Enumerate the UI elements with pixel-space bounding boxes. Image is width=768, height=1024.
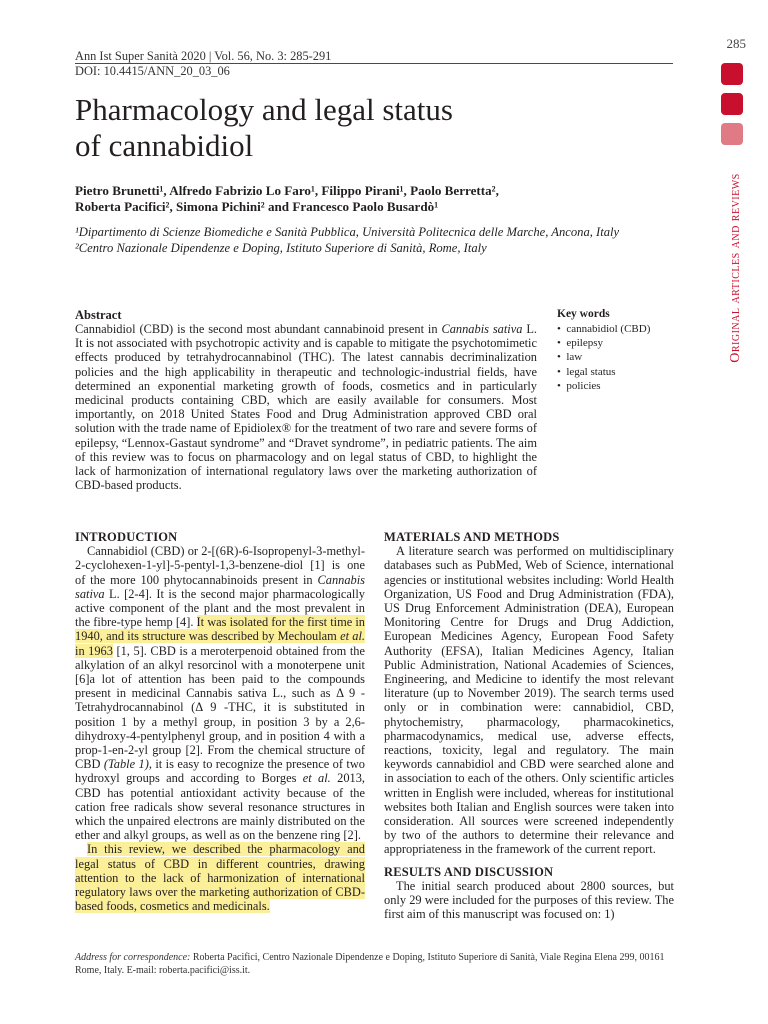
journal-citation: Ann Ist Super Sanità 2020 | Vol. 56, No. 3: 285-291 xyxy=(75,49,332,63)
introduction-paragraph-2 xyxy=(75,842,365,913)
author-list: Pietro Brunetti¹, Alfredo Fabrizio Lo Faro¹, Filippo Pirani¹, Paolo Berretta², Roberta Pacifici², Simona Pichini² and Francesco Paolo Busardò¹ xyxy=(75,183,499,214)
keyword-item: • policies xyxy=(557,379,650,393)
section-tabs xyxy=(721,63,743,153)
results-heading: RESULTS AND DISCUSSION xyxy=(384,864,554,879)
keyword-item: • law xyxy=(557,350,650,364)
keywords-list xyxy=(557,322,650,393)
methods-heading: MATERIALS AND METHODS xyxy=(384,530,560,544)
page-number: 285 xyxy=(726,36,746,51)
methods-section xyxy=(384,530,674,921)
keyword-item: • cannabidiol (CBD) xyxy=(557,322,650,336)
correspondence-footnote: Address for correspondence: Roberta Pacifici, Centro Nazionale Dipendenze e Doping, Istituto Superiore di Sanità, Viale Regina Elena 299, 00161 Rome, Italy. E-mail: roberta.pacifici@iss.it. xyxy=(75,952,665,976)
highlighted-text: In this review, we described the pharmacology and legal status of CBD in different countries, drawing attention to the lack of harmonization of international regulatory laws over the marketing authorization of CBD-based foods, cosmetics and medicinals. xyxy=(75,842,365,914)
introduction-paragraph-1: Cannabidiol (CBD) or 2-[(6R)-6-Isopropenyl-3-methyl-2-cyclohexen-1-yl]-5-pentyl-1,3-benzene-diol [1] is one of the more 100 phytocannabinoids present in Cannabis sativa L. [2-4]. It is the second major pharmacologically active component of the plant and the most prevalent in the fibre-type hemp [4]. It was isolated for the first time in 1940, and its structure was described by Mechoulam et al. in 1963 [1, 5]. CBD is a meroterpenoid obtained from the alkylation of an alkyl resorcinol with a monoterpene unit [6]a lot of attention has been paid to the compounds present in medicinal Cannabis sativa L., such as Δ 9 -Tetrahydrocannabinol (Δ 9 -THC, it is substituted in position 1 by a methyl group, in position 3 by a 2,6-dihydroxy-4-pentylphenyl group, and in position 4 with a prop-1-en-2-yl group [2]. From the chemical structure of CBD (Table 1), it is easy to recognize the presence of two hydroxyl groups and according to Borges et al. 2013, CBD has potential antioxidant activity because of the cation free radicals show several resonance structures in which the unpaired electrons are mainly distributed on the ether and alkyl groups, as well as on the benzene ring [2]. xyxy=(75,544,365,843)
abstract-heading: Abstract xyxy=(75,308,122,322)
section-tab-3 xyxy=(721,123,743,145)
introduction-section xyxy=(75,530,365,913)
article-title: Pharmacology and legal status of cannabidiol xyxy=(75,92,453,163)
doi: DOI: 10.4415/ANN_20_03_06 xyxy=(75,64,230,78)
affiliations: ¹Dipartimento di Scienze Biomediche e Sanità Pubblica, Università Politecnica delle Marche, Ancona, Italy ²Centro Nazionale Dipendenze e Doping, Istituto Superiore di Sanità, Rome, Italy xyxy=(75,225,620,255)
keyword-item: • epilepsy xyxy=(557,336,650,350)
results-paragraph: The initial search produced about 2800 sources, but only 29 were included for the purposes of this review. The first aim of this manuscript was focused on: 1) xyxy=(384,878,674,922)
highlighted-text: It was isolated for the first time in 1940, and its structure was described by Mechoulam et al. in 1963 xyxy=(75,615,365,658)
introduction-heading: INTRODUCTION xyxy=(75,530,178,544)
methods-paragraph: A literature search was performed on multidisciplinary databases such as PubMed, Web of Science, international agencies or institutional websites including: World Health Organization, US Food and Drug Administration (FDA), US Drug Enforcement Administration (DEA), European Monitoring Centre for Drugs and Drug Addiction, European Medicines Agency, European Food Safety Authority (EFSA), Italian Medicines Agency, Italian Public Administration, National Academies of Sciences, Engineering, and Medicine to identify the most relevant literature (up to November 2019). The search terms used only or in combination were: cannabidiol, CBD, phytochemistry, pharmacology, pharmacokinetics, pharmacodynamics, medical use, adverse effects, reactions, toxicity, legal and regulatory. The main keywords cannabidiol and CBD were searched alone and in association to each of the others. Only scientific articles written in English were included, whereas for institutional websites both Italian and English sources were taken into consideration. All sources were screened independently by two of the authors to determine their relevance and appropriateness in the framework of the current report. xyxy=(384,544,674,857)
section-tab-1 xyxy=(721,63,743,85)
keywords-heading: Key words xyxy=(557,308,610,320)
abstract-text: Cannabidiol (CBD) is the second most abundant cannabinoid present in Cannabis sativa L. It is not associated with psychotropic activity and is capable to mitigate the psychotomimetic effects produced by tetrahydrocannabinol (THC). The latest cannabis decriminalization policies and the high applicability in therapeutic and technologic-industrial fields, have determined an exponential marketing growth of foods, cosmetics and in particularly medicinal products containing CBD, which are easily available for consumers. Most importantly, on 2018 United States Food and Drug Administration approved CBD oral solution with the trade name of Epidiolex® for the treatment of two rare and severe forms of epilepsy, “Lennox-Gastaut syndrome” and “Dravet syndrome”, in pediatric patients. The aim of this review was to focus on pharmacology and on legal status of CBD, to highlight the lack of harmonization of international regulatory laws over the marketing authorization of CBD-based products. xyxy=(75,322,538,493)
section-label: Original articles and reviews xyxy=(728,173,743,363)
section-tab-2 xyxy=(721,93,743,115)
keyword-item: • legal status xyxy=(557,365,650,379)
